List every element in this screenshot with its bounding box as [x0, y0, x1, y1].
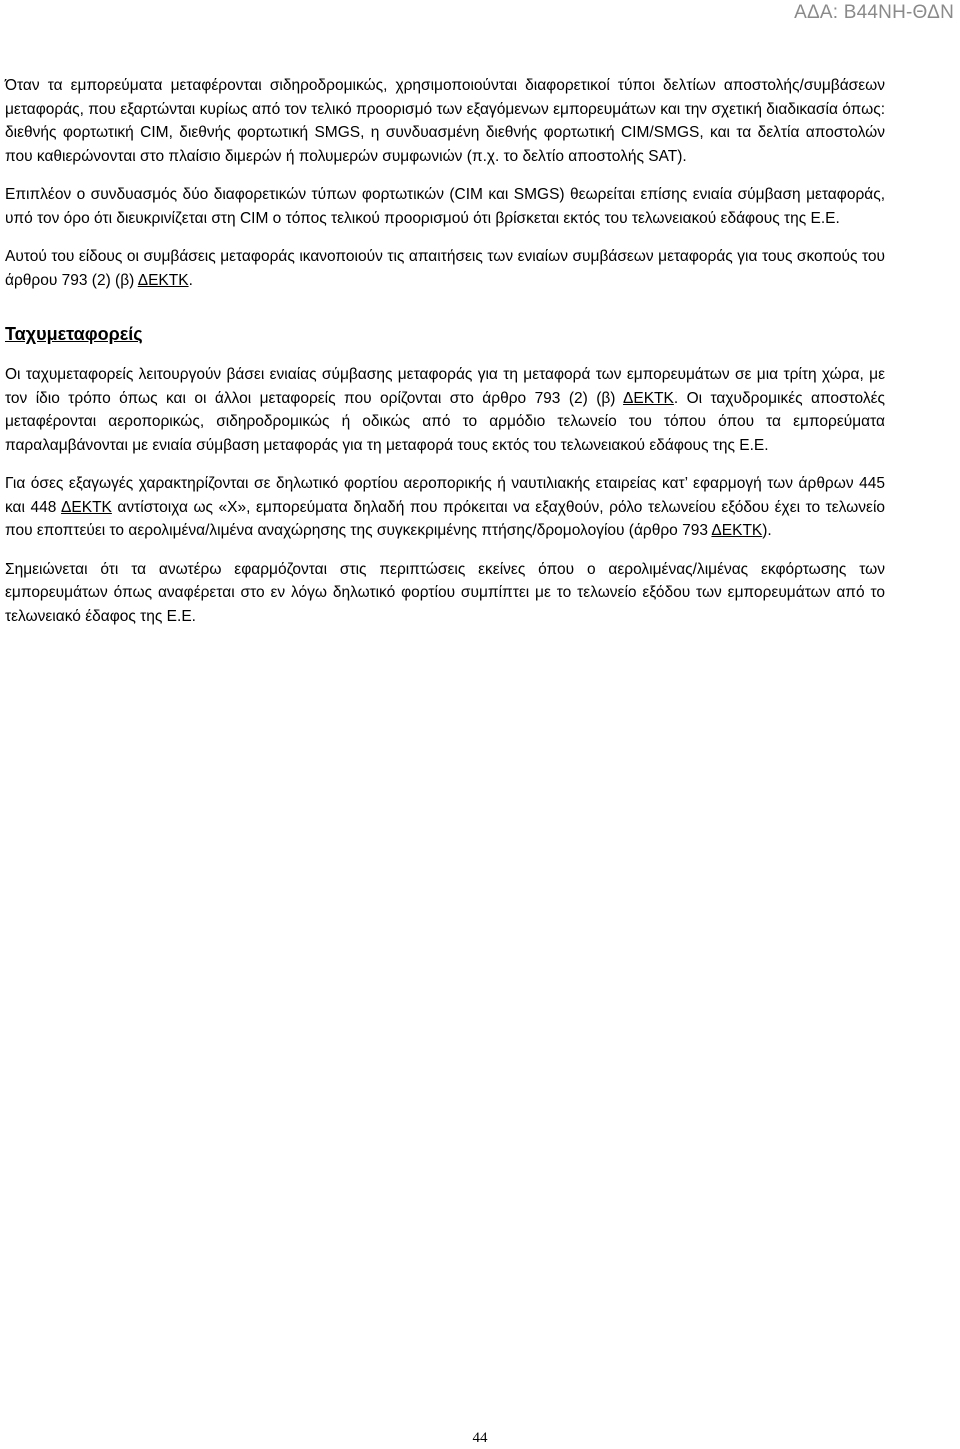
paragraph-text: .	[188, 271, 193, 289]
dektk-link[interactable]: ΔΕΚΤΚ	[61, 498, 112, 516]
paragraph-cim-smgs-combination: Επιπλέον ο συνδυασμός δύο διαφορετικών τύπων φορτωτικών (CIM και SMGS) θεωρείται επίσης ενιαία σύμβαση μεταφοράς, υπό τον όρο ότι διευκρινίζεται στη CIM ο τόπος τελικού προορισμού ότι βρίσκεται εκτός του τελωνειακού εδάφους της Ε.Ε.	[5, 186, 885, 227]
ada-header: ΑΔΑ: Β44ΝΗ-ΘΔΝ	[794, 2, 954, 23]
section-heading-couriers: Ταχυμεταφορείς	[5, 324, 143, 344]
dektk-link[interactable]: ΔΕΚΤΚ	[711, 522, 763, 539]
paragraph-text: ).	[762, 522, 772, 539]
dektk-link[interactable]: ΔΕΚΤΚ	[623, 389, 674, 407]
paragraph-text: αντίστοιχα ως «Χ», εμπορεύματα δηλαδή που πρόκειται να εξαχθούν, ρόλο τελωνείου εξόδου έχει το τελωνείο που εποπτεύει το αερολιμένα/λιμένα αναχώρησης της συγκεκριμένης πτήσης/δρομολογίου (άρθρο 793	[5, 498, 886, 539]
document-body	[5, 74, 885, 643]
paragraph-text: Οι ταχυμεταφορείς λειτουργούν βάσει ενιαίας σύμβασης μεταφοράς για τη μεταφορά των εμπορευμάτων σε μια τρίτη χώρα, με τον ίδιο τρόπο όπως και οι άλλοι μεταφορείς που ορίζονται στο άρθρο 793 (2) (β)	[5, 366, 885, 407]
paragraph-manifest-exports	[5, 472, 885, 543]
dektk-link[interactable]: ΔΕΚΤΚ	[137, 271, 189, 289]
paragraph-text: Για όσες εξαγωγές χαρακτηρίζονται σε δηλωτικό φορτίου αεροπορικής ή ναυτιλιακής εταιρείας κατ’ εφαρμογή των άρθρων 445 και 448	[5, 475, 885, 516]
paragraph-single-contract-requirements	[5, 245, 885, 292]
page-number: 44	[472, 1430, 488, 1446]
paragraph-unloading-note: Σημειώνεται ότι τα ανωτέρω εφαρμόζονται στις περιπτώσεις εκείνες όπου ο αερολιμένας/λιμένας εκφόρτωσης των εμπορευμάτων όπως αναφέρεται στο εν λόγω δηλωτικό φορτίου συμπίπτει με το τελωνείο εξόδου των εμπορευμάτων από το τελωνειακό έδαφος της Ε.Ε.	[5, 560, 885, 625]
paragraph-couriers	[5, 363, 885, 457]
paragraph-text: . Οι ταχυδρομικές αποστολές μεταφέρονται αεροπορικώς, σιδηροδρομικώς ή οδικώς από το αρμόδιο τελωνείο του τόπου όπου τα εμπορεύματα παραλαμβάνονται με ενιαία σύμβαση μεταφοράς για τη μεταφορά τους εκτός του τελωνειακού εδάφους της Ε.Ε.	[5, 389, 885, 454]
paragraph-text: Αυτού του είδους οι συμβάσεις μεταφοράς ικανοποιούν τις απαιτήσεις των ενιαίων συμβάσεων μεταφοράς για τους σκοπούς του άρθρου 793 (2) (β)	[5, 248, 885, 289]
paragraph-rail-transport: Όταν τα εμπορεύματα μεταφέρονται σιδηροδρομικώς, χρησιμοποιούνται διαφορετικοί τύποι δελτίων αποστολής/συμβάσεων μεταφοράς, που εξαρτώνται κυρίως από τον τελικό προορισμό των εξαγόμενων εμπορευμάτων και την σχετική διαδικασία όπως: διεθνής φορτωτική CIM, διεθνής φορτωτική SMGS, η συνδυασμένη διεθνής φορτωτική CIM/SMGS, και τα δελτία αποστολών που καθιερώνονται στο πλαίσιο διμερών ή πολυμερών συμφωνιών (π.χ. το δελτίο αποστολής SAT).	[5, 77, 885, 165]
